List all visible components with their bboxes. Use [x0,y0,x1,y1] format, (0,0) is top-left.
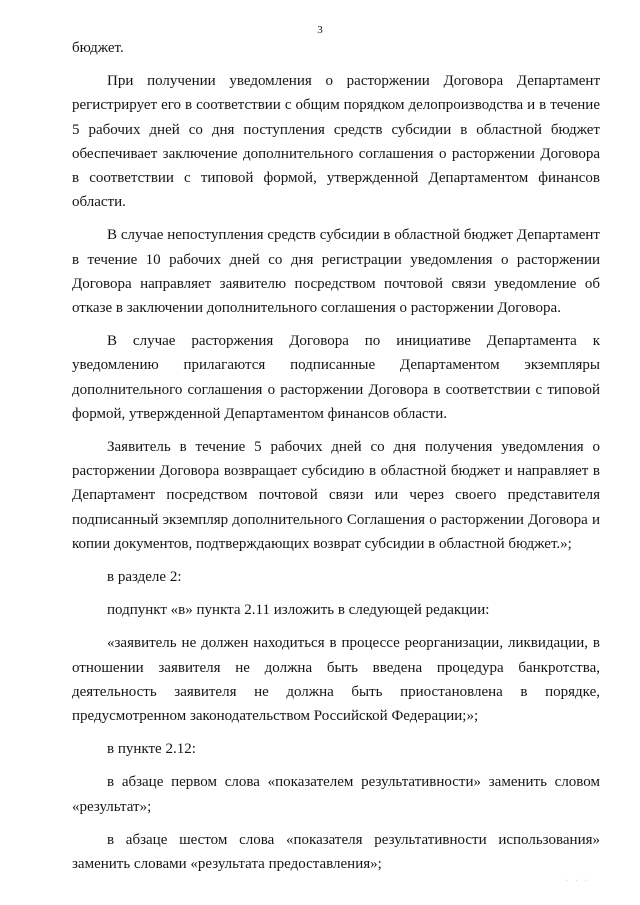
paragraph-non-receipt: В случае непоступления средств субсидии в областной бюджет Департамент в течение 10 рабочих дней со дня регистрации уведомления о расторжении Договора направляет заявителю посредством почтовой связи уведомление об отказе в заключении дополнительного соглашения о расторжении Договора. [72,227,600,317]
paragraph-sixth-abzats: в абзаце шестом слова «показателя результативности использования» заменить словами «результата предоставления»; [72,831,600,873]
paragraph-first-abzats: в абзаце первом слова «показателем результативности» заменить словом «результат»; [72,774,600,815]
paragraph-applicant-return: Заявитель в течение 5 рабочих дней со дня получения уведомления о расторжении Договора возвращает субсидию в областной бюджет и направляет в Департамент посредством почтовой связи или через своего представителя подписанный экземпляр дополнительного Соглашения о расторжении Договора и копии документов, подтверждающих возврат субсидии в областной бюджет.»; [72,439,600,552]
page-number: 3 [317,24,323,36]
paragraph-subpoint-2-11: подпункт «в» пункта 2.11 изложить в следующей редакции: [107,602,490,619]
paragraph-continuation: бюджет. [72,40,124,56]
paragraph-applicant-requirements: «заявитель не должен находиться в процессе реорганизации, ликвидации, в отношении заявителя не должна быть введена процедура банкротства, деятельность заявителя не должна быть приостановлена в порядке, предусмотренном законодательством Российской Федерации;»; [72,635,600,725]
paragraph-point-2-12: в пункте 2.12: [107,741,196,758]
paragraph-section-2: в разделе 2: [107,569,182,586]
scan-mark: · · · [566,878,590,884]
document-body [72,36,600,876]
paragraph-department-initiative: В случае расторжения Договора по инициативе Департамента к уведомлению прилагаются подписанные Департаментом экземпляры дополнительного соглашения о расторжении Договора в соответствии с типовой формой, утвержденной Департаментом финансов области. [72,333,600,422]
paragraph-notice-registration: При получении уведомления о расторжении Договора Департамент регистрирует его в соответствии с общим порядком делопроизводства и в течение 5 рабочих дней со дня поступления средств субсидии в областной бюджет обеспечивает заключение дополнительного соглашения о расторжении Договора в соответствии с типовой формой, утвержденной Департаментом финансов области. [72,73,600,211]
